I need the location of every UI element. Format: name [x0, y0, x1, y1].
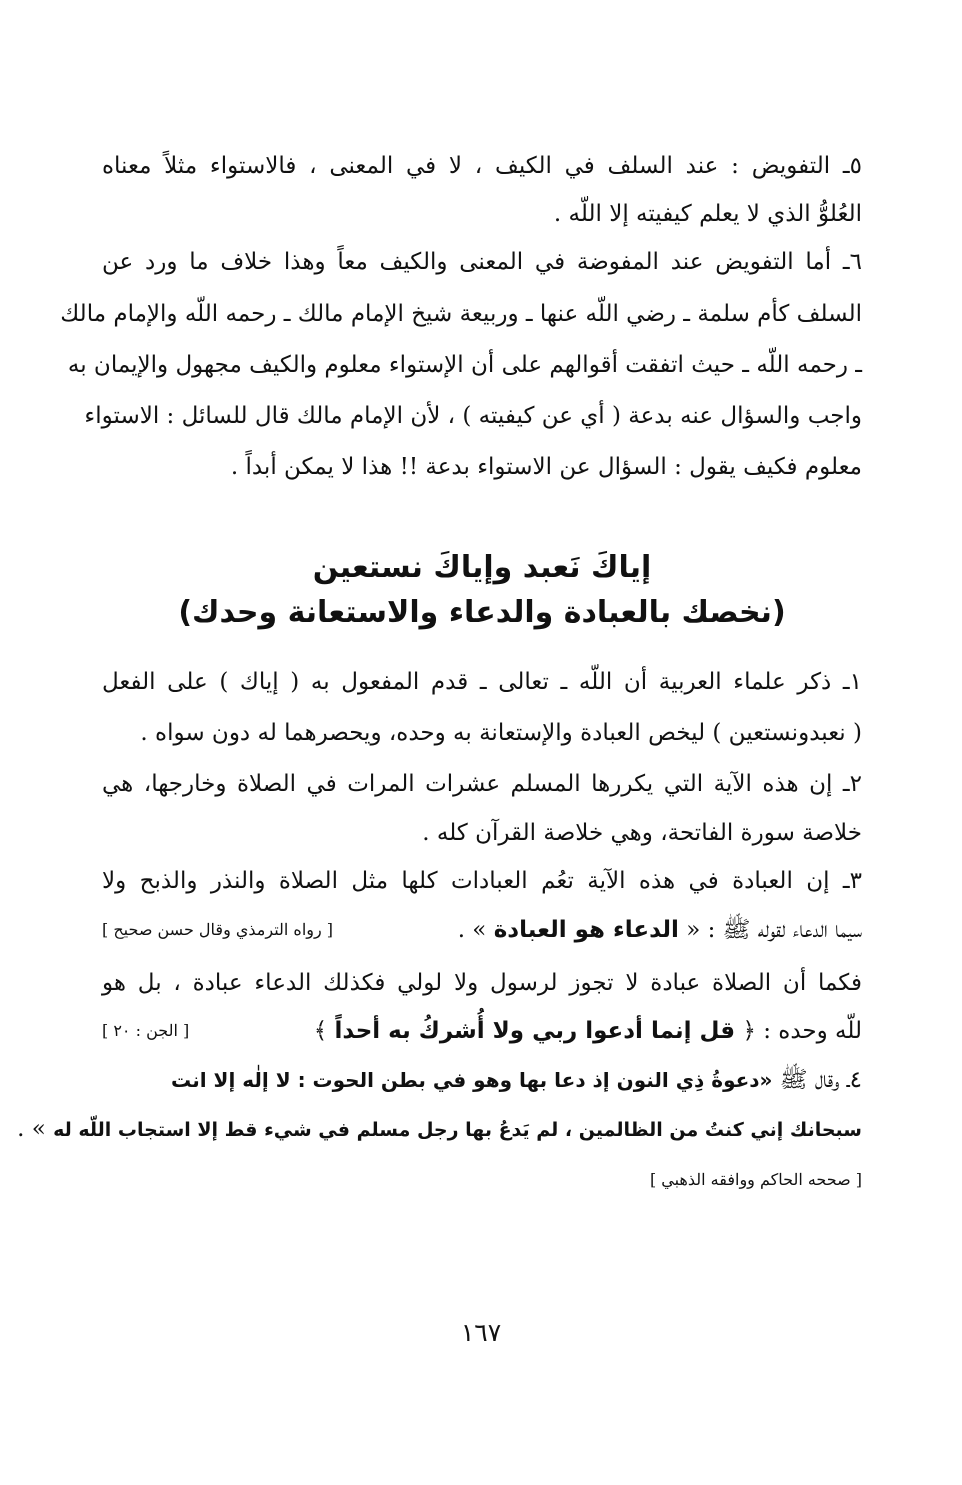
point-4-citation: [ صححه الحاكم ووافقه الذهبي ] — [649, 1170, 862, 1189]
paragraph-5-line-1: ٥ـ التفويض : عند السلف في الكيف ، لا في المعنى ، فالاستواء مثلاً معناه — [102, 153, 862, 179]
point-4-hadith-continued: سبحانك إني كنتُ من الظالمين ، لم يَدعُ بها رجل مسلم في شيء قط إلا استجاب اللّه له — [53, 1119, 862, 1141]
point-4-line-1 — [102, 1060, 862, 1100]
page-number: ١٦٧ — [460, 1318, 502, 1347]
paragraph-6-line-5: معلوم فكيف يقول : السؤال عن الاستواء بدعة !! هذا لا يمكن أبداً . — [230, 454, 862, 480]
point-4-intro: ٤ـ وقال ﷺ — [779, 1067, 862, 1093]
point-2-line-1: ٢ـ إن هذه الآية التي يكررها المسلم عشرات المرات في الصلاة وخارجها، هي — [102, 771, 862, 797]
hadith-citation: [ رواه الترمذي وقال حسن صحيح ] — [102, 920, 334, 939]
hadith-text: الدعاء هو العبادة — [493, 917, 679, 943]
verse-citation: [ الجن : ٢٠ ] — [102, 1021, 190, 1040]
point-3-line-3: فكما أن الصلاة عبادة لا تجوز لرسول ولا لولي فكذلك الدعاء عبادة ، بل هو — [102, 970, 862, 996]
paragraph-6-line-4: واجب والسؤال عنه بدعة ( أي عن كيفيته ) ، لأن الإمام مالك قال للسائل : الاستواء — [84, 403, 862, 429]
section-subheading: (نخصك بالعبادة والدعاء والاستعانة وحدك) — [178, 595, 786, 630]
paragraph-5-line-2: العُلوُّ الذي لا يعلم كيفيته إلا اللّه . — [553, 201, 862, 227]
verse-text: قل إنما أدعوا ربي ولا أُشركُ به أحداً — [334, 1018, 736, 1044]
point-4-line-2 — [17, 1109, 862, 1150]
point-3-line-2 — [102, 910, 862, 950]
point-4-hadith: «دعوةُ ذِي النون إذ دعا بها وهو في بطن الحوت : لا إلٰه إلا انت — [171, 1068, 773, 1092]
verse-intro: للّه وحده : ﴿ — [742, 1018, 862, 1044]
point-3-line-1: ٣ـ إن العبادة في هذه الآية تعُم العبادات كلها مثل الصلاة والنذر والذبح ولا — [102, 868, 862, 894]
point-3-line-4 — [102, 1011, 862, 1051]
hadith-close: » . — [457, 917, 487, 943]
point-2-line-2: خلاصة سورة الفاتحة، وهي خلاصة القرآن كله . — [422, 820, 862, 846]
point-4-hadith-close: » . — [17, 1116, 46, 1142]
point-1-line-2: ( نعبدونستعين ) ليخص العبادة والإستعانة به وحده، ويحصرهما له دون سواه . — [140, 720, 862, 746]
paragraph-6-line-2: السلف كأم سلمة ـ رضي اللّه عنها ـ وربيعة شيخ الإمام مالك ـ رحمه اللّه والإمام مالك — [60, 301, 862, 327]
verse-close: ﴾ — [313, 1018, 328, 1044]
paragraph-6-line-3: ـ رحمه اللّه ـ حيث اتفقت أقوالهم على أن الإستواء معلوم والكيف مجهول والإيمان به — [67, 352, 862, 378]
section-heading: إياكَ نَعبد وإياكَ نستعين — [312, 550, 652, 585]
hadith-intro: سيما الدعاء لقوله ﷺ : « — [686, 917, 862, 943]
paragraph-6-line-1: ٦ـ أما التفويض عند المفوضة في المعنى والكيف معاً وهذا خلاف ما ورد عن — [102, 249, 862, 275]
point-1-line-1: ١ـ ذكر علماء العربية أن اللّه ـ تعالى ـ قدم المفعول به ( إياك ) على الفعل — [102, 669, 862, 695]
